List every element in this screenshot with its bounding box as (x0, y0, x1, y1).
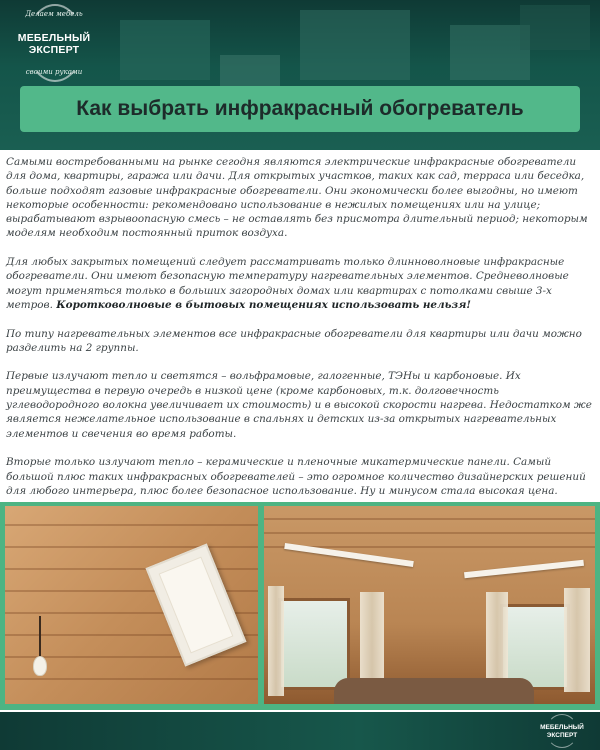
title-banner (20, 86, 580, 132)
wood-plank (5, 568, 258, 570)
footer-banner (0, 712, 600, 750)
paragraph-2-text: Для любых закрытых помещений следует рассматривать только длинноволновые инфракрасные обогреватели. Они имеют безопасную температуру нагревательных элементов. Средневолновые могут применяться только в больших загородных домах или квартирах с потолками свыше 3-х метров. (6, 256, 569, 311)
curtain (564, 588, 590, 692)
sofa (334, 678, 534, 704)
paragraph-3: По типу нагревательных элементов все инфракрасные обогреватели для квартиры или дачи можно разделить на 2 группы. (6, 327, 582, 354)
ceiling-heater (464, 560, 584, 579)
wood-plank (264, 532, 595, 534)
heater-grille (159, 557, 234, 654)
background-shelf (120, 20, 210, 80)
paragraph-5: Вторые только излучают тепло – керамические и пленочные микатермические панели. Самый большой плюс таких инфракрасных обогревателей – это огромное количество дизайнерских решений для любого интерьера, плюс более безопасное использование. Ну и минусом стала высокая цена. (6, 456, 586, 497)
footer-logo-line2: ЭКСПЕРТ (546, 731, 578, 739)
logo-tagline-top: Делаем мебель (25, 10, 83, 18)
footer-logo-name (532, 724, 592, 739)
logo-name-line1: МЕБЕЛЬНЫЙ (17, 32, 91, 44)
background-shelf (300, 10, 410, 80)
light-bulb-icon (33, 656, 47, 676)
infrared-heater-panel (146, 543, 247, 666)
photo-strip (0, 502, 600, 710)
footer-logo[interactable] (532, 714, 592, 748)
header-banner (0, 0, 600, 150)
window (278, 598, 350, 690)
logo-name-line2: ЭКСПЕРТ (28, 44, 80, 56)
wood-plank (5, 524, 258, 526)
page-title: Как выбрать инфракрасный обогреватель (76, 97, 524, 120)
paragraph-1: Самыми востребованными на рынке сегодня являются электрические инфракрасные обогреватели для дома, квартиры, гаража или дачи. Для открытых участков, таких как сад, терраса или беседка, больше подходят газовые инфракрасные обогреватели. Они экономически более выгодны, но имеют некоторые особенности: рекомендовано использование в нежилых помещениях или на улице; вырабатывают взрывоопасную смесь – не оставлять без присмотра длительный период; некоторым моделям необходим постоянный приток воздуха. (6, 156, 588, 240)
background-shelf (520, 5, 590, 50)
wood-plank (5, 546, 258, 548)
site-logo[interactable] (6, 4, 102, 84)
lamp-cable (39, 616, 41, 656)
paragraph-2 (6, 255, 594, 312)
article-body (6, 155, 594, 555)
wood-plank (5, 678, 258, 680)
footer-logo-line1: МЕБЕЛЬНЫЙ (540, 724, 584, 731)
curtain (486, 592, 508, 692)
background-shelf (450, 25, 530, 80)
photo-ceiling-heater (5, 506, 258, 704)
logo-name (6, 32, 102, 56)
paragraph-4: Первые излучают тепло и светятся – вольфрамовые, галогенные, ТЭНы и карбоновые. Их преимущества в первую очередь в низкой цене (кроме карбоновых, т.к. долговечность углеводородного волокна увеличивает их стоимость) и в высокой скорости нагрева. Недостатком же является нежелательное использование в спальнях и детских из-за открытых нагревательных элементов и свечения во время работы. (6, 370, 592, 440)
curtain (360, 592, 384, 692)
logo-tagline-bottom: своими руками (25, 68, 83, 76)
paragraph-2-warning: Коротковолновые в бытовых помещениях использовать нельзя! (56, 298, 471, 311)
wood-plank (264, 518, 595, 520)
curtain (268, 586, 284, 696)
photo-wooden-room (264, 506, 595, 704)
